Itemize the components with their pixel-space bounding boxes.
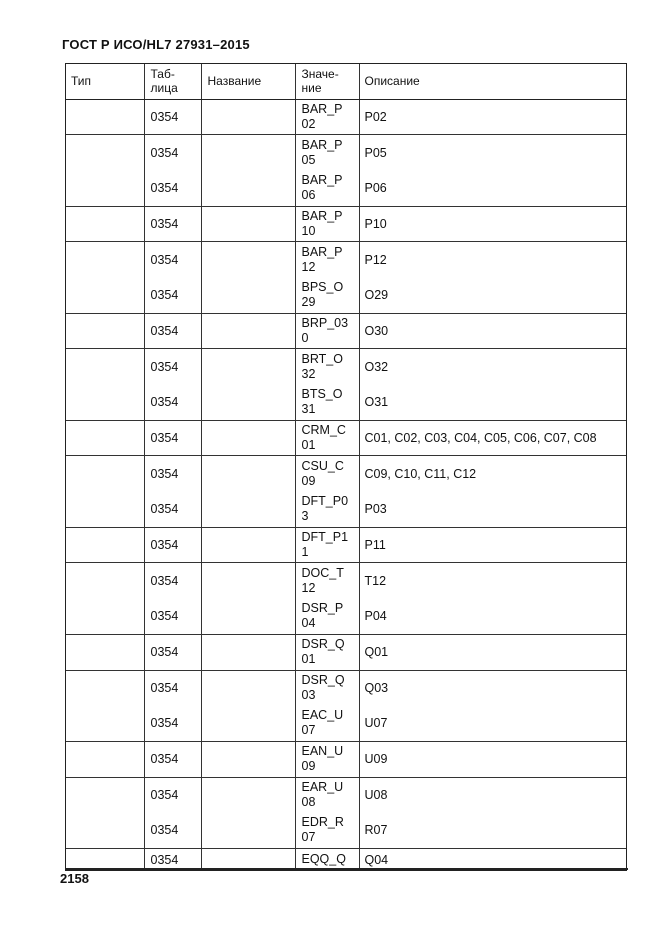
cell-description-value: P10 xyxy=(364,216,387,231)
cell-value xyxy=(295,277,359,313)
cell-table-value: 0354 xyxy=(150,466,179,481)
cell-description xyxy=(359,813,627,849)
cell-table xyxy=(144,277,201,313)
cell-value-line1: DSR_Q xyxy=(301,673,345,688)
cell-value-line1: DFT_P1 xyxy=(301,530,349,545)
cell-value-line2: 07 xyxy=(301,830,316,845)
cell-value xyxy=(295,99,359,135)
cell-value-line1: BAR_P xyxy=(301,208,343,223)
cell-description-value: O32 xyxy=(364,359,389,374)
cell-table xyxy=(144,777,201,813)
cell-description xyxy=(359,563,627,599)
cell-value-line1: BRT_O xyxy=(301,351,343,366)
cell-name xyxy=(201,813,295,849)
table-row xyxy=(65,277,627,313)
cell-table xyxy=(144,135,201,171)
cell-name xyxy=(201,206,295,242)
cell-value-line2: 1 xyxy=(301,545,309,560)
cell-table-value: 0354 xyxy=(150,852,179,867)
cell-description xyxy=(359,385,627,421)
table-row xyxy=(65,99,627,135)
cell-description-value: P12 xyxy=(364,252,387,267)
cell-description xyxy=(359,599,627,635)
cell-value xyxy=(295,349,359,385)
cell-table-value: 0354 xyxy=(150,109,179,124)
cell-value xyxy=(295,599,359,635)
cell-table-value: 0354 xyxy=(150,252,179,267)
cell-table xyxy=(144,242,201,278)
cell-table-value: 0354 xyxy=(150,716,179,731)
cell-value-line1: BAR_P xyxy=(301,172,343,187)
cell-description xyxy=(359,242,627,278)
cell-name xyxy=(201,313,295,349)
cell-value-line1: DFT_P0 xyxy=(301,494,349,509)
cell-description xyxy=(359,206,627,242)
cell-type xyxy=(65,492,144,528)
cell-value-line2: 08 xyxy=(301,795,316,810)
cell-name xyxy=(201,242,295,278)
cell-description xyxy=(359,741,627,777)
cell-value xyxy=(295,813,359,849)
cell-value xyxy=(295,492,359,528)
cell-type xyxy=(65,527,144,563)
cell-type xyxy=(65,277,144,313)
cell-description xyxy=(359,670,627,706)
cell-description xyxy=(359,135,627,171)
cell-name xyxy=(201,277,295,313)
cell-type xyxy=(65,135,144,171)
cell-description-value: U07 xyxy=(364,716,388,731)
cell-description-value: P11 xyxy=(364,538,386,553)
cell-description xyxy=(359,706,627,742)
table-row xyxy=(65,420,627,456)
cell-table xyxy=(144,349,201,385)
cell-type xyxy=(65,206,144,242)
cell-type xyxy=(65,99,144,135)
cell-description xyxy=(359,456,627,492)
cell-type xyxy=(65,313,144,349)
cell-table xyxy=(144,706,201,742)
cell-description-value: R07 xyxy=(364,823,388,838)
cell-value-line2: 01 xyxy=(301,438,316,453)
cell-value-line2: 06 xyxy=(301,187,316,202)
cell-table-value: 0354 xyxy=(150,145,179,160)
header-value-label-2: ние xyxy=(301,80,322,95)
cell-type xyxy=(65,349,144,385)
cell-description-value: P05 xyxy=(364,145,387,160)
cell-description-value: Q03 xyxy=(364,681,389,696)
cell-value xyxy=(295,135,359,171)
cell-table-value: 0354 xyxy=(150,609,179,624)
cell-value-line2: 04 xyxy=(301,616,316,631)
table-row xyxy=(65,777,627,813)
cell-type xyxy=(65,634,144,670)
cell-description-value: Q01 xyxy=(364,645,389,660)
header-value-label-1: Значе- xyxy=(301,66,339,81)
cell-value-line1: CRM_C xyxy=(301,423,346,438)
cell-value-line2: 29 xyxy=(301,295,316,310)
cell-table xyxy=(144,492,201,528)
cell-value-line2: 12 xyxy=(301,581,316,596)
header-type xyxy=(65,63,144,99)
cell-value-line2: 12 xyxy=(301,259,316,274)
cell-value-line2: 0 xyxy=(301,330,309,345)
cell-table-value: 0354 xyxy=(150,323,179,338)
cell-description-value: C09, C10, C11, C12 xyxy=(364,466,477,481)
table-row xyxy=(65,706,627,742)
header-table-label-1: Таб- xyxy=(150,66,175,81)
cell-description-value: T12 xyxy=(364,574,387,589)
table-header-row xyxy=(65,63,627,99)
cell-description xyxy=(359,99,627,135)
cell-table-value: 0354 xyxy=(150,574,179,589)
cell-table-value: 0354 xyxy=(150,502,179,517)
cell-value-line1: CSU_C xyxy=(301,458,344,473)
table-row xyxy=(65,313,627,349)
cell-description-value: U08 xyxy=(364,788,388,803)
cell-table-value: 0354 xyxy=(150,752,179,767)
cell-description-value: P02 xyxy=(364,109,387,124)
cell-name xyxy=(201,492,295,528)
page-number: 2158 xyxy=(60,871,89,886)
cell-type xyxy=(65,670,144,706)
cell-description xyxy=(359,492,627,528)
cell-value-line1: BAR_P xyxy=(301,244,343,259)
cell-type xyxy=(65,777,144,813)
cell-value-line2: 01 xyxy=(301,652,316,667)
cell-value-line1: EAC_U xyxy=(301,708,344,723)
table-row xyxy=(65,599,627,635)
cell-value xyxy=(295,777,359,813)
cell-table-value: 0354 xyxy=(150,216,179,231)
cell-value-line1: BRP_03 xyxy=(301,315,349,330)
cell-value xyxy=(295,563,359,599)
cell-table-value: 0354 xyxy=(150,359,179,374)
cell-name xyxy=(201,777,295,813)
cell-table xyxy=(144,563,201,599)
cell-table xyxy=(144,313,201,349)
cell-type xyxy=(65,456,144,492)
header-table xyxy=(144,63,201,99)
cell-description xyxy=(359,634,627,670)
cell-value-line2: 05 xyxy=(301,152,316,167)
table-row xyxy=(65,242,627,278)
cell-value xyxy=(295,456,359,492)
cell-table xyxy=(144,456,201,492)
header-description xyxy=(359,63,627,99)
cell-value-line2: 03 xyxy=(301,688,316,703)
cell-value xyxy=(295,706,359,742)
cell-description-value: P03 xyxy=(364,502,387,517)
cell-value-line1: BPS_O xyxy=(301,280,344,295)
table-row xyxy=(65,135,627,171)
cell-type xyxy=(65,420,144,456)
cell-table xyxy=(144,813,201,849)
cell-table xyxy=(144,420,201,456)
cell-value-line2: 31 xyxy=(301,402,316,417)
cell-table xyxy=(144,206,201,242)
cell-table xyxy=(144,527,201,563)
table-row xyxy=(65,456,627,492)
cell-type xyxy=(65,741,144,777)
cell-value-line1: EAN_U xyxy=(301,744,344,759)
cell-table-value: 0354 xyxy=(150,645,179,660)
cell-value-line2: 32 xyxy=(301,366,316,381)
cell-value-line1: BTS_O xyxy=(301,387,343,402)
cell-value xyxy=(295,170,359,206)
table-row xyxy=(65,813,627,849)
cell-value-line2: 10 xyxy=(301,223,316,238)
cell-value xyxy=(295,385,359,421)
cell-type xyxy=(65,242,144,278)
cell-value-line1: EQQ_Q xyxy=(301,852,346,867)
cell-name xyxy=(201,349,295,385)
cell-value xyxy=(295,741,359,777)
cell-table-value: 0354 xyxy=(150,431,179,446)
cell-table-value: 0354 xyxy=(150,538,179,553)
cell-value xyxy=(295,420,359,456)
header-description-label: Описание xyxy=(364,73,420,88)
cell-name xyxy=(201,563,295,599)
cell-value-line1: DOC_T xyxy=(301,566,344,581)
cell-value-line2: 07 xyxy=(301,723,316,738)
cell-name xyxy=(201,706,295,742)
table-row xyxy=(65,385,627,421)
cell-description-value: C01, C02, C03, C04, C05, C06, C07, C08 xyxy=(364,431,597,446)
cell-value-line2: 09 xyxy=(301,759,316,774)
header-name xyxy=(201,63,295,99)
cell-description-value: U09 xyxy=(364,752,388,767)
table-row xyxy=(65,170,627,206)
cell-name xyxy=(201,135,295,171)
cell-table xyxy=(144,599,201,635)
cell-description-value: O29 xyxy=(364,288,389,303)
cell-table xyxy=(144,170,201,206)
cell-table xyxy=(144,634,201,670)
cell-description xyxy=(359,170,627,206)
cell-type xyxy=(65,599,144,635)
cell-description-value: Q04 xyxy=(364,852,389,867)
cell-name xyxy=(201,741,295,777)
header-table-label-2: лица xyxy=(150,80,178,95)
cell-description xyxy=(359,777,627,813)
cell-value-line2: 09 xyxy=(301,473,316,488)
cell-value xyxy=(295,313,359,349)
cell-name xyxy=(201,527,295,563)
cell-name xyxy=(201,170,295,206)
cell-table-value: 0354 xyxy=(150,395,179,410)
cell-description xyxy=(359,277,627,313)
header-name-label: Название xyxy=(207,73,262,88)
cell-table-value: 0354 xyxy=(150,823,179,838)
cell-name xyxy=(201,634,295,670)
cell-value-line2: 3 xyxy=(301,509,309,524)
cell-table-value: 0354 xyxy=(150,180,179,195)
table-row xyxy=(65,563,627,599)
table-row xyxy=(65,206,627,242)
cell-value-line1: BAR_P xyxy=(301,101,343,116)
cell-name xyxy=(201,385,295,421)
cell-value-line2: 02 xyxy=(301,116,316,131)
table-row xyxy=(65,670,627,706)
cell-type xyxy=(65,170,144,206)
cell-type xyxy=(65,813,144,849)
cell-description-value: O31 xyxy=(364,395,389,410)
document-title: ГОСТ Р ИСО/HL7 27931–2015 xyxy=(62,37,250,52)
cell-value xyxy=(295,527,359,563)
header-value xyxy=(295,63,359,99)
cell-value xyxy=(295,670,359,706)
cell-name xyxy=(201,99,295,135)
cell-value-line1: BAR_P xyxy=(301,137,343,152)
cell-description xyxy=(359,313,627,349)
cell-table-value: 0354 xyxy=(150,288,179,303)
cell-description-value: P04 xyxy=(364,609,387,624)
cell-type xyxy=(65,385,144,421)
cell-name xyxy=(201,420,295,456)
cell-description xyxy=(359,420,627,456)
table-row xyxy=(65,349,627,385)
cell-table-value: 0354 xyxy=(150,681,179,696)
cell-type xyxy=(65,563,144,599)
cell-description xyxy=(359,527,627,563)
cell-value xyxy=(295,242,359,278)
cell-value-line1: EAR_U xyxy=(301,780,344,795)
cell-table-value: 0354 xyxy=(150,788,179,803)
cell-value-line1: DSR_Q xyxy=(301,637,345,652)
cell-value xyxy=(295,634,359,670)
cell-table xyxy=(144,99,201,135)
data-table xyxy=(65,63,627,870)
table-row xyxy=(65,634,627,670)
table-row xyxy=(65,741,627,777)
table-row xyxy=(65,527,627,563)
cell-name xyxy=(201,456,295,492)
cell-value-line1: DSR_P xyxy=(301,601,344,616)
cell-table xyxy=(144,741,201,777)
header-type-label: Тип xyxy=(71,73,92,88)
cell-name xyxy=(201,599,295,635)
table-row xyxy=(65,492,627,528)
table-bottom-rule xyxy=(65,868,628,870)
cell-description-value: O30 xyxy=(364,323,389,338)
cell-description-value: P06 xyxy=(364,180,387,195)
cell-value xyxy=(295,206,359,242)
cell-value-line1: EDR_R xyxy=(301,815,344,830)
cell-description xyxy=(359,349,627,385)
cell-name xyxy=(201,670,295,706)
cell-type xyxy=(65,706,144,742)
cell-table xyxy=(144,670,201,706)
cell-table xyxy=(144,385,201,421)
